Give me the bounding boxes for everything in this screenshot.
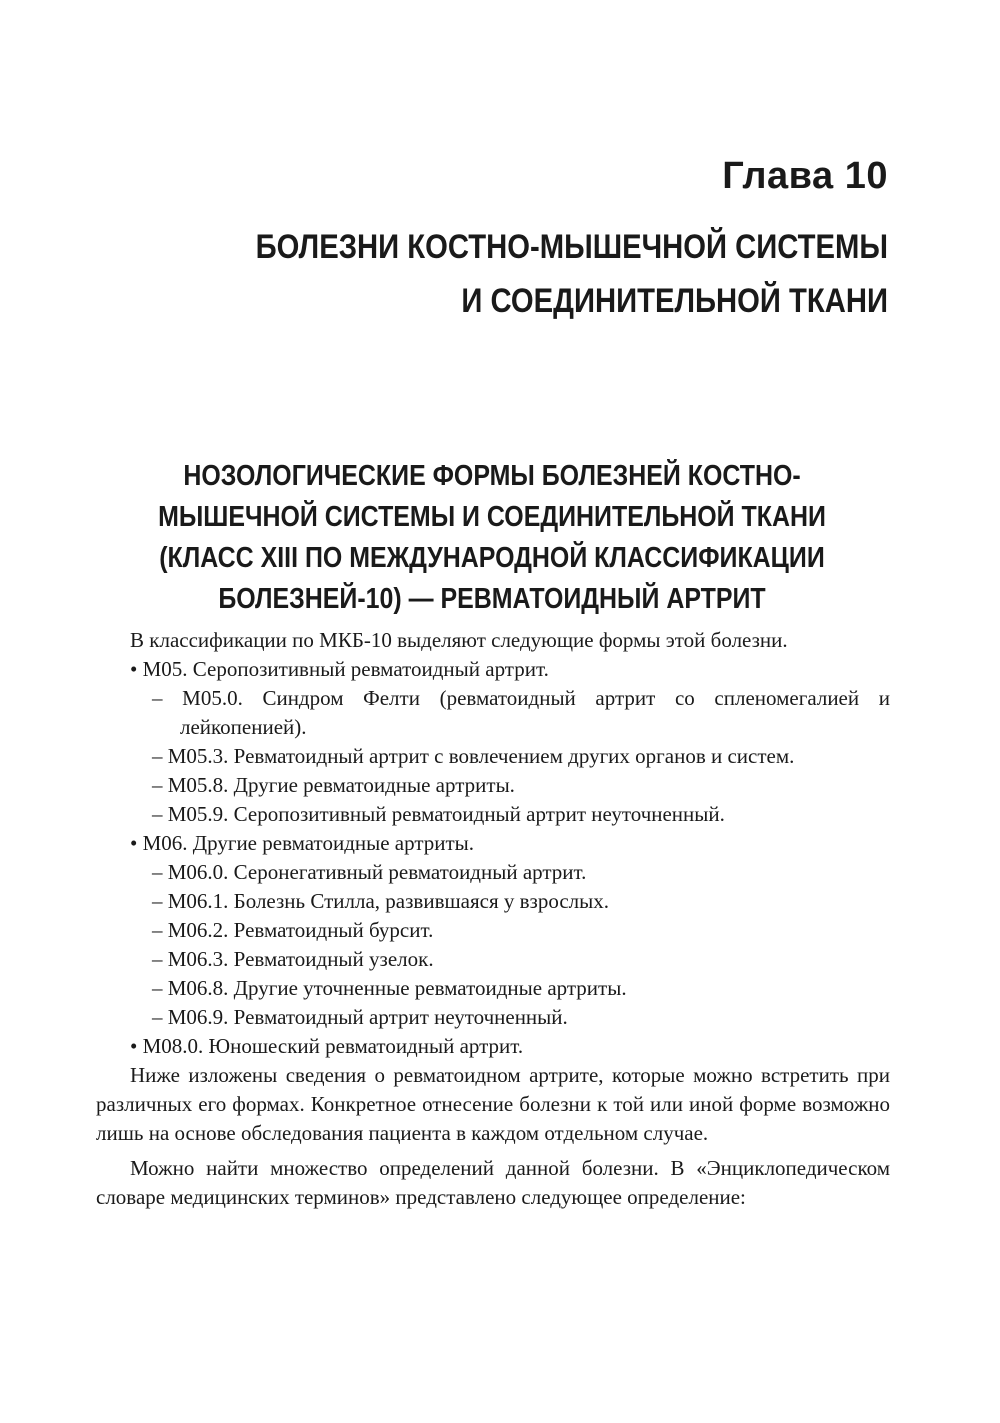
section-heading-line: БОЛЕЗНЕЙ-10) — РЕВМАТОИДНЫЙ АРТРИТ — [218, 583, 766, 615]
dash-marker: – — [152, 976, 163, 1000]
dash-marker: – — [152, 686, 163, 710]
bullet-marker: • — [130, 657, 138, 681]
list-subitem — [96, 800, 890, 829]
list-subitem — [96, 945, 890, 974]
list-subitem — [96, 916, 890, 945]
list-subitem — [96, 974, 890, 1003]
list-subitem-text: M06.2. Ревматоидный бурсит. — [167, 918, 434, 942]
list-item-text: M06. Другие ревматоидные артриты. — [142, 831, 475, 855]
list-subitem — [96, 1003, 890, 1032]
dash-marker: – — [152, 918, 163, 942]
paragraph: Можно найти множество определений данной болезни. В «Энциклопедическом словаре медицинских терминов» представлено следующее определение: — [96, 1156, 890, 1209]
chapter-title-line: И СОЕДИНИТЕЛЬНОЙ ТКАНИ — [461, 282, 888, 320]
icd-classification-list — [96, 655, 890, 1061]
dash-marker: – — [152, 860, 163, 884]
bullet-marker: • — [130, 1034, 138, 1058]
list-subitem — [96, 887, 890, 916]
paragraph: Ниже изложены сведения о ревматоидном артрите, которые можно встретить при различных его формах. Конкретное отнесение болезни к той или иной форме возможно лишь на основе обследования пациента в каждом отдельном случае. — [96, 1063, 890, 1145]
list-subitem-text: M05.8. Другие ревматоидные артриты. — [167, 773, 515, 797]
list-subitem-text: M06.1. Болезнь Стилла, развившаяся у взрослых. — [167, 889, 610, 913]
list-subitem-text: M05.0. Синдром Фелти (ревматоидный артрит со спленомегалией и лейкопенией). — [180, 686, 890, 739]
list-subitem-text: M06.0. Серонегативный ревматоидный артрит. — [167, 860, 587, 884]
section-heading-line: (КЛАСС XIII ПО МЕЖДУНАРОДНОЙ КЛАССИФИКАЦИИ — [159, 542, 825, 574]
dash-marker: – — [152, 947, 163, 971]
list-subitem-text: M06.8. Другие уточненные ревматоидные артриты. — [167, 976, 627, 1000]
section-heading — [96, 456, 888, 620]
list-subitem — [96, 771, 890, 800]
list-subitem-text: M05.9. Серопозитивный ревматоидный артрит неуточненный. — [167, 802, 725, 826]
list-subitem — [96, 684, 890, 742]
section-heading-line: МЫШЕЧНОЙ СИСТЕМЫ И СОЕДИНИТЕЛЬНОЙ ТКАНИ — [158, 501, 826, 533]
section-heading-line: НОЗОЛОГИЧЕСКИЕ ФОРМЫ БОЛЕЗНЕЙ КОСТНО- — [183, 460, 801, 492]
list-item — [96, 1032, 890, 1061]
list-subitem — [96, 858, 890, 887]
list-subitem-text: M05.3. Ревматоидный артрит с вовлечением других органов и систем. — [167, 744, 795, 768]
chapter-label: Глава 10 — [722, 155, 888, 197]
chapter-title-line: БОЛЕЗНИ КОСТНО-МЫШЕЧНОЙ СИСТЕМЫ — [255, 228, 889, 266]
list-subitem-text: M06.9. Ревматоидный артрит неуточненный. — [167, 1005, 568, 1029]
list-item — [96, 655, 890, 684]
dash-marker: – — [152, 1005, 163, 1029]
chapter-title — [114, 220, 888, 328]
dash-marker: – — [152, 773, 163, 797]
list-item-text: M08.0. Юношеский ревматоидный артрит. — [142, 1034, 524, 1058]
list-item-text: M05. Серопозитивный ревматоидный артрит. — [142, 657, 549, 681]
list-subitem-text: M06.3. Ревматоидный узелок. — [167, 947, 434, 971]
dash-marker: – — [152, 889, 163, 913]
list-item — [96, 829, 890, 858]
bullet-marker: • — [130, 831, 138, 855]
list-subitem — [96, 742, 890, 771]
body-text — [96, 626, 890, 1212]
intro-paragraph: В классификации по МКБ-10 выделяют следующие формы этой болезни. — [130, 628, 788, 652]
dash-marker: – — [152, 802, 163, 826]
dash-marker: – — [152, 744, 163, 768]
